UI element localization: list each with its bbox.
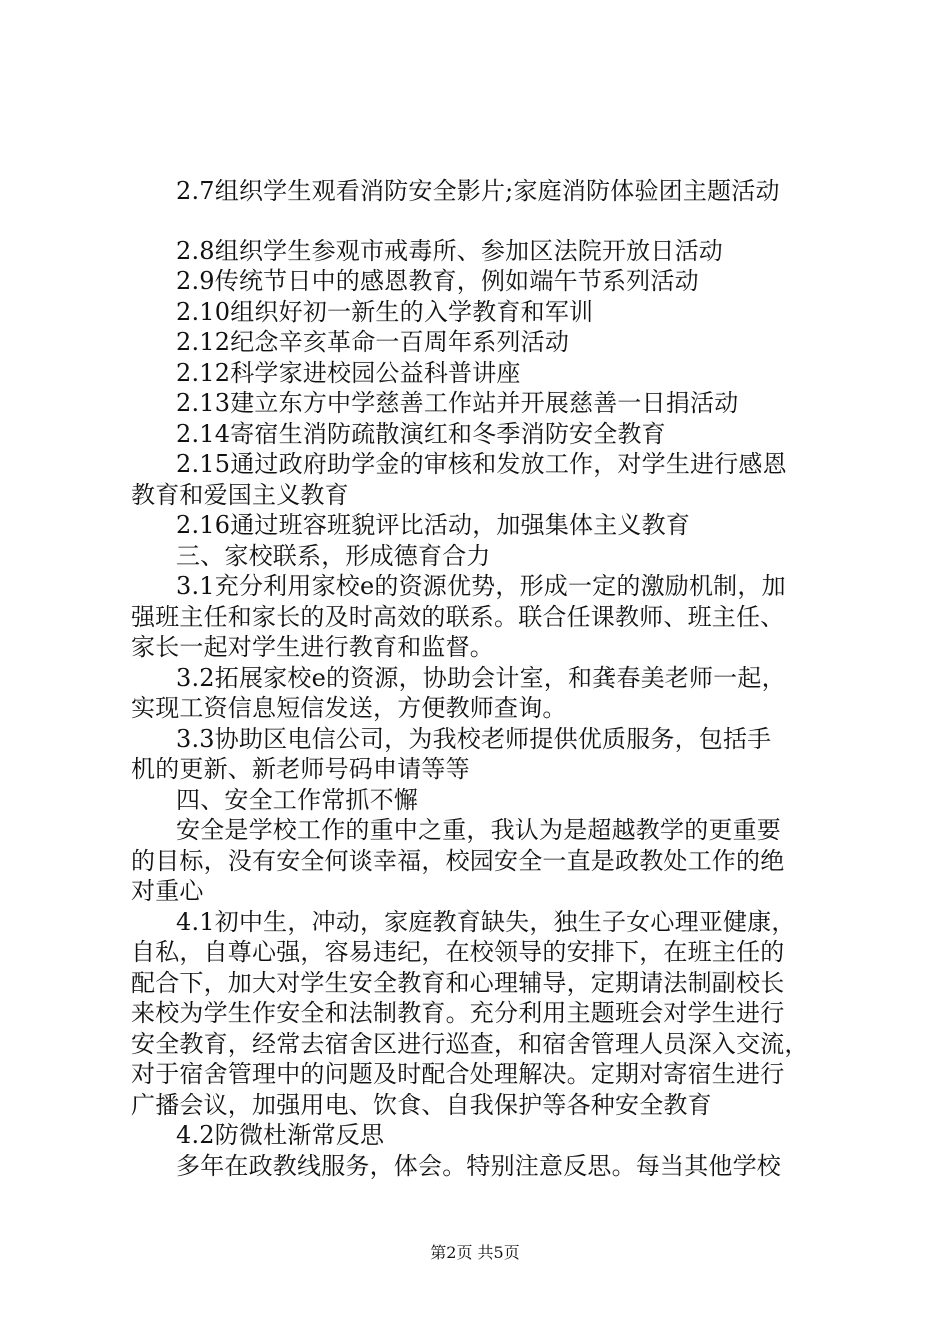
text-line: 广播会议，加强用电、饮食、自我保护等各种安全教育 bbox=[131, 1091, 712, 1119]
text-line: 安全教育，经常去宿舍区进行巡查，和宿舍管理人员深入交流， bbox=[131, 1030, 809, 1058]
text-line: 教育和爱国主义教育 bbox=[131, 481, 349, 509]
text-line: 2.10组织好初一新生的入学教育和军训 bbox=[176, 298, 594, 326]
text-line: 来校为学生作安全和法制教育。充分利用主题班会对学生进行 bbox=[131, 999, 785, 1027]
text-line: 对重心 bbox=[131, 877, 204, 905]
text-line: 4.2防微杜渐常反思 bbox=[176, 1121, 385, 1149]
text-line: 2.16通过班容班貌评比活动，加强集体主义教育 bbox=[176, 511, 691, 539]
text-line: 配合下，加大对学生安全教育和心理辅导，定期请法制副校长 bbox=[131, 969, 785, 997]
text-line: 2.12纪念辛亥革命一百周年系列活动 bbox=[176, 328, 570, 356]
text-line: 安全是学校工作的重中之重，我认为是超越教学的更重要 bbox=[176, 816, 781, 844]
text-line: 3.2拓展家校e的资源，协助会计室，和龚春美老师一起， bbox=[176, 664, 786, 692]
text-line: 实现工资信息短信发送，方便教师查询。 bbox=[131, 694, 567, 722]
text-line: 3.1充分利用家校e的资源优势，形成一定的激励机制，加 bbox=[176, 572, 786, 600]
text-line: 对于宿舍管理中的问题及时配合处理解决。定期对寄宿生进行 bbox=[131, 1060, 785, 1088]
text-line: 3.3协助区电信公司，为我校老师提供优质服务，包括手 bbox=[176, 725, 772, 753]
section-heading: 三、家校联系，形成德育合力 bbox=[176, 542, 491, 570]
text-line: 自私，自尊心强，容易违纪，在校领导的安排下，在班主任的 bbox=[131, 938, 785, 966]
text-line: 2.15通过政府助学金的审核和发放工作，对学生进行感恩 bbox=[176, 450, 787, 478]
text-line: 2.14寄宿生消防疏散演红和冬季消防安全教育 bbox=[176, 420, 666, 448]
text-line: 2.8组织学生参观市戒毒所、参加区法院开放日活动 bbox=[176, 237, 723, 265]
text-line: 4.1初中生，冲动，家庭教育缺失，独生子女心理亚健康， bbox=[176, 908, 796, 936]
text-line: 2.9传统节日中的感恩教育，例如端午节系列活动 bbox=[176, 267, 699, 295]
text-line: 强班主任和家长的及时高效的联系。联合任课教师、班主任、 bbox=[131, 603, 785, 631]
text-line: 2.13建立东方中学慈善工作站并开展慈善一日捐活动 bbox=[176, 389, 739, 417]
text-line: 多年在政教线服务，体会。特别注意反思。每当其他学校 bbox=[176, 1152, 781, 1180]
text-line: 2.12科学家进校园公益科普讲座 bbox=[176, 359, 521, 387]
page-number: 第2页 共5页 bbox=[430, 1243, 520, 1262]
text-line: 机的更新、新老师号码申请等等 bbox=[131, 755, 470, 783]
section-heading: 四、安全工作常抓不懈 bbox=[176, 786, 418, 814]
text-line: 家长一起对学生进行教育和监督。 bbox=[131, 633, 494, 661]
text-line: 2.7组织学生观看消防安全影片;家庭消防体验团主题活动 bbox=[176, 177, 780, 205]
text-line: 的目标，没有安全何谈幸福，校园安全一直是政教处工作的绝 bbox=[131, 847, 785, 875]
